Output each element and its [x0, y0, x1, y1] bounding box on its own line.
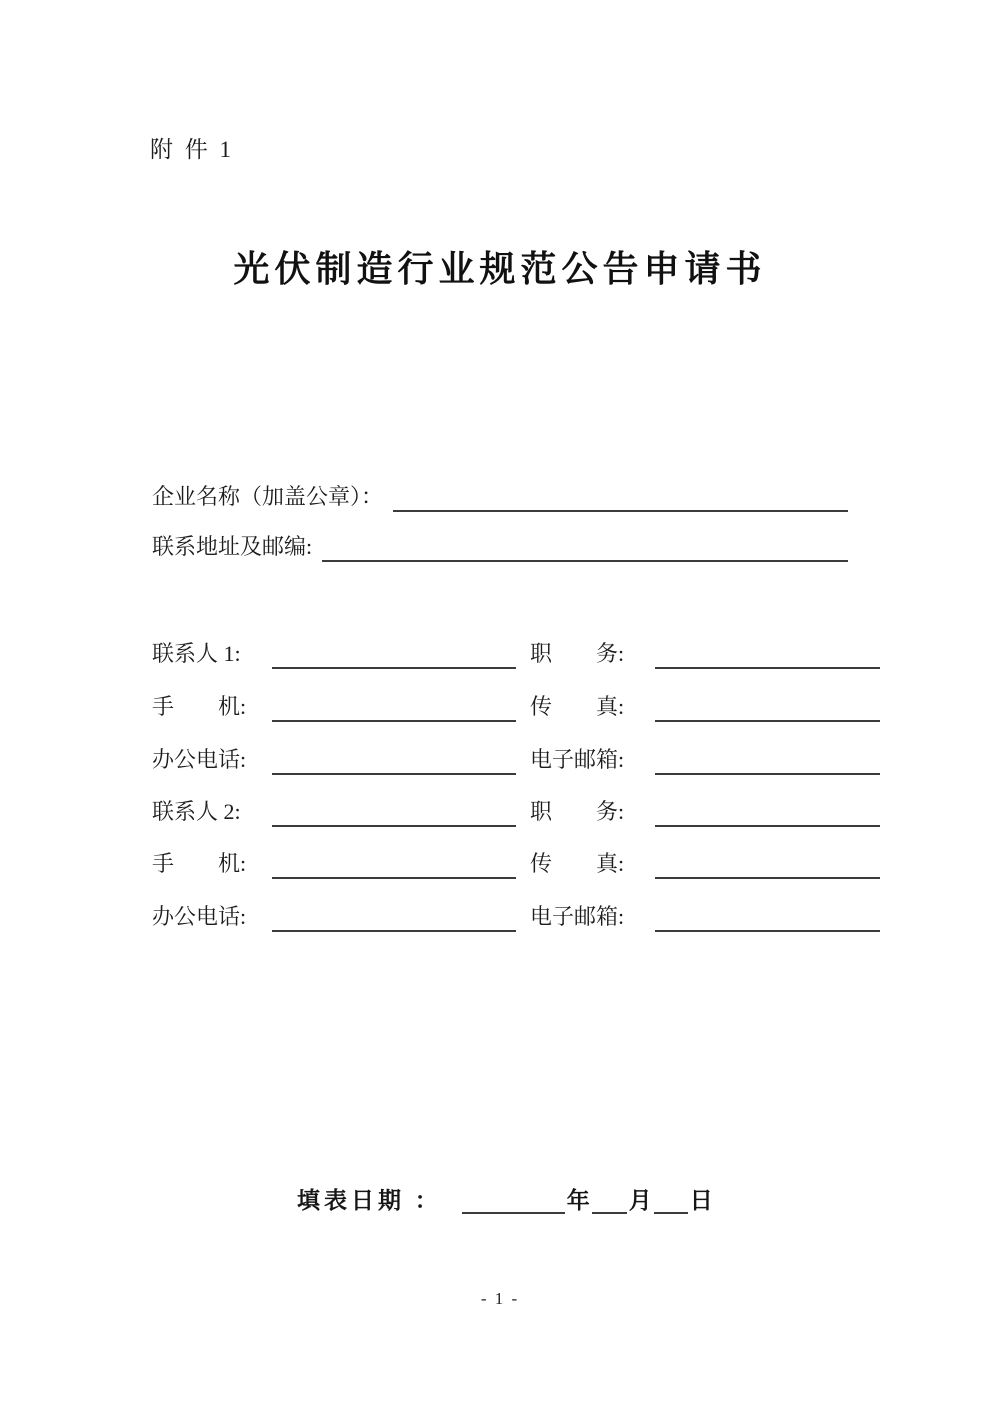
- contact-row: [152, 845, 880, 879]
- fill-date-day-field[interactable]: [654, 1184, 688, 1214]
- company-name-label: 企业名称（加盖公章）：: [152, 484, 384, 509]
- fill-date-month-field[interactable]: [592, 1184, 627, 1214]
- contact1-name-field[interactable]: [272, 635, 516, 669]
- contact1-office-phone-label: 办公电话:: [152, 747, 247, 772]
- contact2-name-field[interactable]: [272, 793, 516, 827]
- contact2-mobile-label: 手 机:: [152, 851, 247, 876]
- contact-row: [152, 741, 880, 775]
- contact2-email-field[interactable]: [655, 898, 880, 932]
- address-field[interactable]: [322, 528, 848, 562]
- day-suffix-label: 日: [689, 1188, 713, 1213]
- contact2-mobile-field[interactable]: [272, 845, 516, 879]
- address-row: [152, 528, 848, 562]
- fill-date-row: [297, 1184, 715, 1214]
- contact1-email-label: 电子邮箱:: [530, 747, 625, 772]
- contact1-mobile-field[interactable]: [272, 688, 516, 722]
- contact1-mobile-label: 手 机:: [152, 694, 247, 719]
- contact2-email-label: 电子邮箱:: [530, 904, 625, 929]
- contact1-position-field[interactable]: [655, 635, 880, 669]
- contact2-position-label: 职 务:: [530, 799, 625, 824]
- contact1-name-label: 联系人 1:: [152, 641, 241, 666]
- contact2-fax-field[interactable]: [655, 845, 880, 879]
- company-name-field[interactable]: [393, 478, 848, 512]
- month-suffix-label: 月: [628, 1188, 652, 1213]
- contact1-fax-label: 传 真:: [530, 694, 625, 719]
- attachment-label: 附 件 1: [150, 137, 234, 162]
- contact-row: [152, 793, 880, 827]
- contact1-fax-field[interactable]: [655, 688, 880, 722]
- contact1-office-phone-field[interactable]: [272, 741, 516, 775]
- page-number: - 1 -: [480, 1289, 520, 1308]
- contact2-office-phone-field[interactable]: [272, 898, 516, 932]
- contact2-office-phone-label: 办公电话:: [152, 904, 247, 929]
- company-name-row: [152, 478, 848, 512]
- contact1-position-label: 职 务:: [530, 641, 625, 666]
- year-suffix-label: 年: [566, 1188, 590, 1213]
- contact-row: [152, 688, 880, 722]
- contact2-position-field[interactable]: [655, 793, 880, 827]
- address-label: 联系地址及邮编:: [152, 534, 313, 559]
- contact1-email-field[interactable]: [655, 741, 880, 775]
- fill-date-year-field[interactable]: [462, 1184, 565, 1214]
- contact2-name-label: 联系人 2:: [152, 799, 241, 824]
- contact2-fax-label: 传 真:: [530, 851, 625, 876]
- fill-date-label: 填表日期 ：: [297, 1188, 442, 1213]
- contact-row: [152, 898, 880, 932]
- document-title: 光伏制造行业规范公告申请书: [233, 248, 767, 289]
- contact-row: [152, 635, 880, 669]
